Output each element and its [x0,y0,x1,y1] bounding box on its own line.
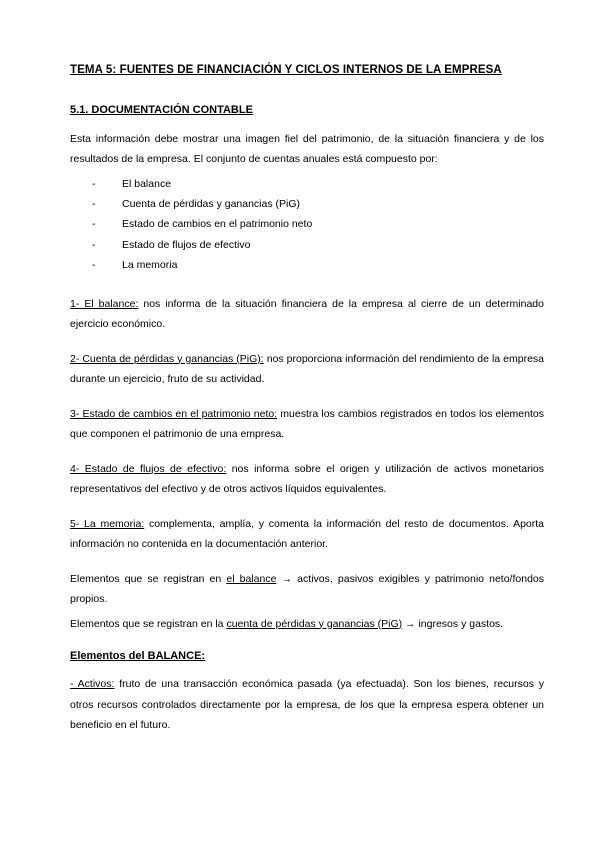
definition-label: 5- La memoria: [70,517,145,530]
definition-label: 1- El balance: [70,297,139,310]
intro-paragraph: Esta información debe mostrar una imagen fiel del patrimonio, de la situación financiera y de los resultados de la empresa. El conjunto de cuentas anuales está compuesto por: [70,132,544,166]
definition-text: muestra los cambios registrados en todos los elementos que componen el patrimonio de una empresa. [70,407,544,441]
definition-label: 3- Estado de cambios en el patrimonio neto: [70,407,278,420]
definition-label: 2- Cuenta de pérdidas y ganancias (PiG): [70,352,264,365]
balance-item-text: fruto de una transacción económica pasada (ya efectuada). Son los bienes, recursos y otros recursos controlados directamente por la empresa, de los que la empresa espera obtener un beneficio en el futuro. [70,678,544,732]
elements-underlined: el balance [226,572,277,585]
definition-text: nos proporciona información del rendimiento de la empresa durante un ejercicio, fruto de su actividad. [70,352,544,386]
definition-label: 4- Estado de flujos de efectivo: [70,462,227,475]
definition-cambios-patrimonio [70,404,544,445]
elements-balance-paragraph [70,569,544,610]
definition-text: nos informa sobre el origen y utilización de activos monetarios representativos del efectivo y de otros activos líquidos equivalentes. [70,462,544,496]
definition-text: nos informa de la situación financiera de la empresa al cierre de un determinado ejercicio económico. [70,297,544,331]
section-heading: 5.1. DOCUMENTACIÓN CONTABLE [70,104,253,117]
definition-flujos-efectivo [70,459,544,500]
list-item: - La memoria [92,255,544,275]
balance-elements-heading: Elementos del BALANCE: [70,649,206,662]
elements-underlined: cuenta de pérdidas y ganancias (PiG) [226,617,403,630]
list-item: - El balance [92,174,544,194]
list-item: - Estado de cambios en el patrimonio neto [92,214,544,234]
definition-text: complementa, amplía, y comenta la información del resto de documentos. Aporta información no contenida en la documentación anterior. [70,517,545,551]
definition-memoria [70,514,544,555]
balance-item-activos [70,674,544,735]
cuentas-anuales-list [70,174,544,276]
elements-prefix: Elementos que se registran en la [70,617,224,630]
definition-balance [70,294,544,335]
elements-suffix: → activos, pasivos exigibles y patrimonio neto/fondos propios. [70,572,544,606]
definition-pyg [70,349,544,390]
elements-pyg-paragraph [70,614,544,634]
balance-item-label: - Activos: [70,678,115,691]
elements-prefix: Elementos que se registran en [70,572,222,585]
elements-suffix: → ingresos y gastos. [405,617,504,630]
page-title: TEMA 5: FUENTES DE FINANCIACIÓN Y CICLOS INTERNOS DE LA EMPRESA [70,64,502,76]
list-item: - Cuenta de pérdidas y ganancias (PiG) [92,194,544,214]
list-item: - Estado de flujos de efectivo [92,235,544,255]
